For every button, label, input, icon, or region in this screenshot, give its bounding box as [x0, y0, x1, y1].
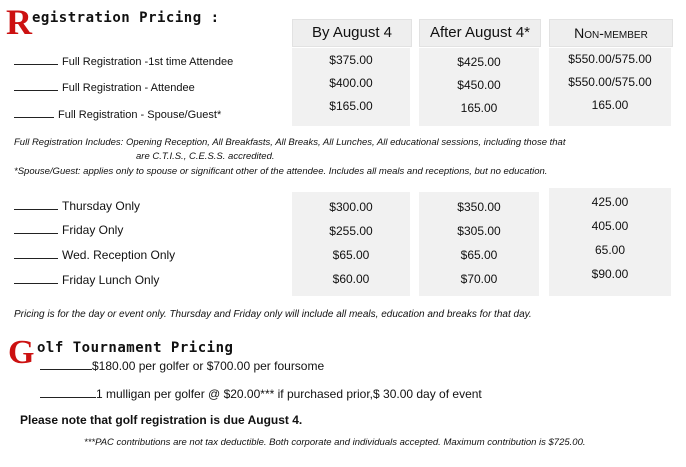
day-row-label: Wed. Reception Only	[62, 248, 176, 262]
day-row-thursday	[14, 199, 140, 213]
price-value: $255.00	[329, 224, 373, 238]
pac-note: ***PAC contributions are not tax deductible. Both corporate and individuals accepted. Maximum contribution is $725.00.	[84, 437, 586, 448]
column-header-after-august: After August 4*	[419, 19, 541, 47]
registration-heading: egistration Pricing :	[32, 10, 220, 26]
price-value: 425.00	[591, 195, 629, 209]
golf-blank-line	[40, 388, 96, 398]
golf-pricing-line	[40, 359, 324, 373]
price-value: $550.00/575.00	[568, 52, 652, 66]
price-value: 165.00	[591, 98, 629, 112]
day-row-label: Thursday Only	[62, 199, 141, 213]
reg-row-label: Full Registration - Attendee	[62, 82, 195, 94]
day-row-wed-reception	[14, 248, 175, 262]
price-value: $65.00	[460, 248, 498, 262]
price-value: $550.00/575.00	[568, 75, 652, 89]
day-row-friday-lunch	[14, 273, 159, 287]
golf-cap-letter: G	[8, 334, 35, 371]
day-pricing-note: Pricing is for the day or event only. Thursday and Friday only will include all meals, education and breaks for that day.	[14, 309, 532, 320]
reg-values-non-member	[549, 52, 671, 112]
reg-row-blank-line	[14, 108, 54, 118]
day-row-label: Friday Only	[62, 223, 124, 237]
non-member-label: Non-member	[574, 25, 648, 41]
reg-row-label: Full Registration - Spouse/Guest*	[58, 109, 222, 121]
price-value: $400.00	[329, 76, 373, 90]
golf-due-note: Please note that golf registration is due August 4.	[20, 413, 303, 427]
day-row-blank-line	[14, 274, 58, 284]
price-value: 165.00	[460, 101, 498, 115]
column-header-by-august: By August 4	[292, 19, 412, 47]
price-value: $305.00	[457, 224, 501, 238]
day-values-after-august	[419, 200, 539, 286]
price-value: $350.00	[457, 200, 501, 214]
column-header-non-member	[549, 19, 673, 47]
day-row-blank-line	[14, 224, 58, 234]
spouse-guest-note: *Spouse/Guest: applies only to spouse or significant other of the attendee. Includes all meals and receptions, but no education.	[14, 166, 548, 177]
reg-row-blank-line	[14, 55, 58, 65]
reg-values-after-august	[419, 55, 539, 115]
reg-row-first-time	[14, 55, 233, 68]
day-row-blank-line	[14, 249, 58, 259]
price-value: $450.00	[457, 78, 501, 92]
reg-row-spouse	[14, 108, 221, 121]
price-value: $65.00	[332, 248, 370, 262]
price-value: $70.00	[460, 272, 498, 286]
golf-heading: olf Tournament Pricing	[37, 340, 234, 356]
registration-cap-letter: R	[6, 2, 32, 42]
day-row-label: Friday Lunch Only	[62, 273, 160, 287]
price-value: 65.00	[594, 243, 626, 257]
reg-values-by-august	[292, 53, 410, 113]
price-value: $90.00	[591, 267, 629, 281]
reg-row-label: Full Registration -1st time Attendee	[62, 56, 234, 68]
day-values-non-member	[549, 195, 671, 281]
price-value: 405.00	[591, 219, 629, 233]
price-value: $425.00	[457, 55, 501, 69]
price-value: $165.00	[329, 99, 373, 113]
price-value: $300.00	[329, 200, 373, 214]
price-value: $60.00	[332, 272, 370, 286]
includes-note-line2: are C.T.I.S., C.E.S.S. accredited.	[136, 151, 275, 162]
includes-note-line1: Full Registration Includes: Opening Reception, All Breakfasts, All Breaks, All Lunches, All educational sessions, including those that	[14, 137, 566, 148]
reg-row-attendee	[14, 81, 195, 94]
golf-blank-line	[40, 360, 92, 370]
reg-row-blank-line	[14, 81, 58, 91]
golf-mulligan-text: 1 mulligan per golfer @ $20.00*** if purchased prior,$ 30.00 day of event	[96, 387, 482, 401]
day-row-blank-line	[14, 200, 58, 210]
golf-pricing-text: $180.00 per golfer or $700.00 per foursome	[92, 359, 325, 373]
day-row-friday	[14, 223, 123, 237]
day-values-by-august	[292, 200, 410, 286]
price-value: $375.00	[329, 53, 373, 67]
golf-mulligan-line	[40, 387, 482, 401]
